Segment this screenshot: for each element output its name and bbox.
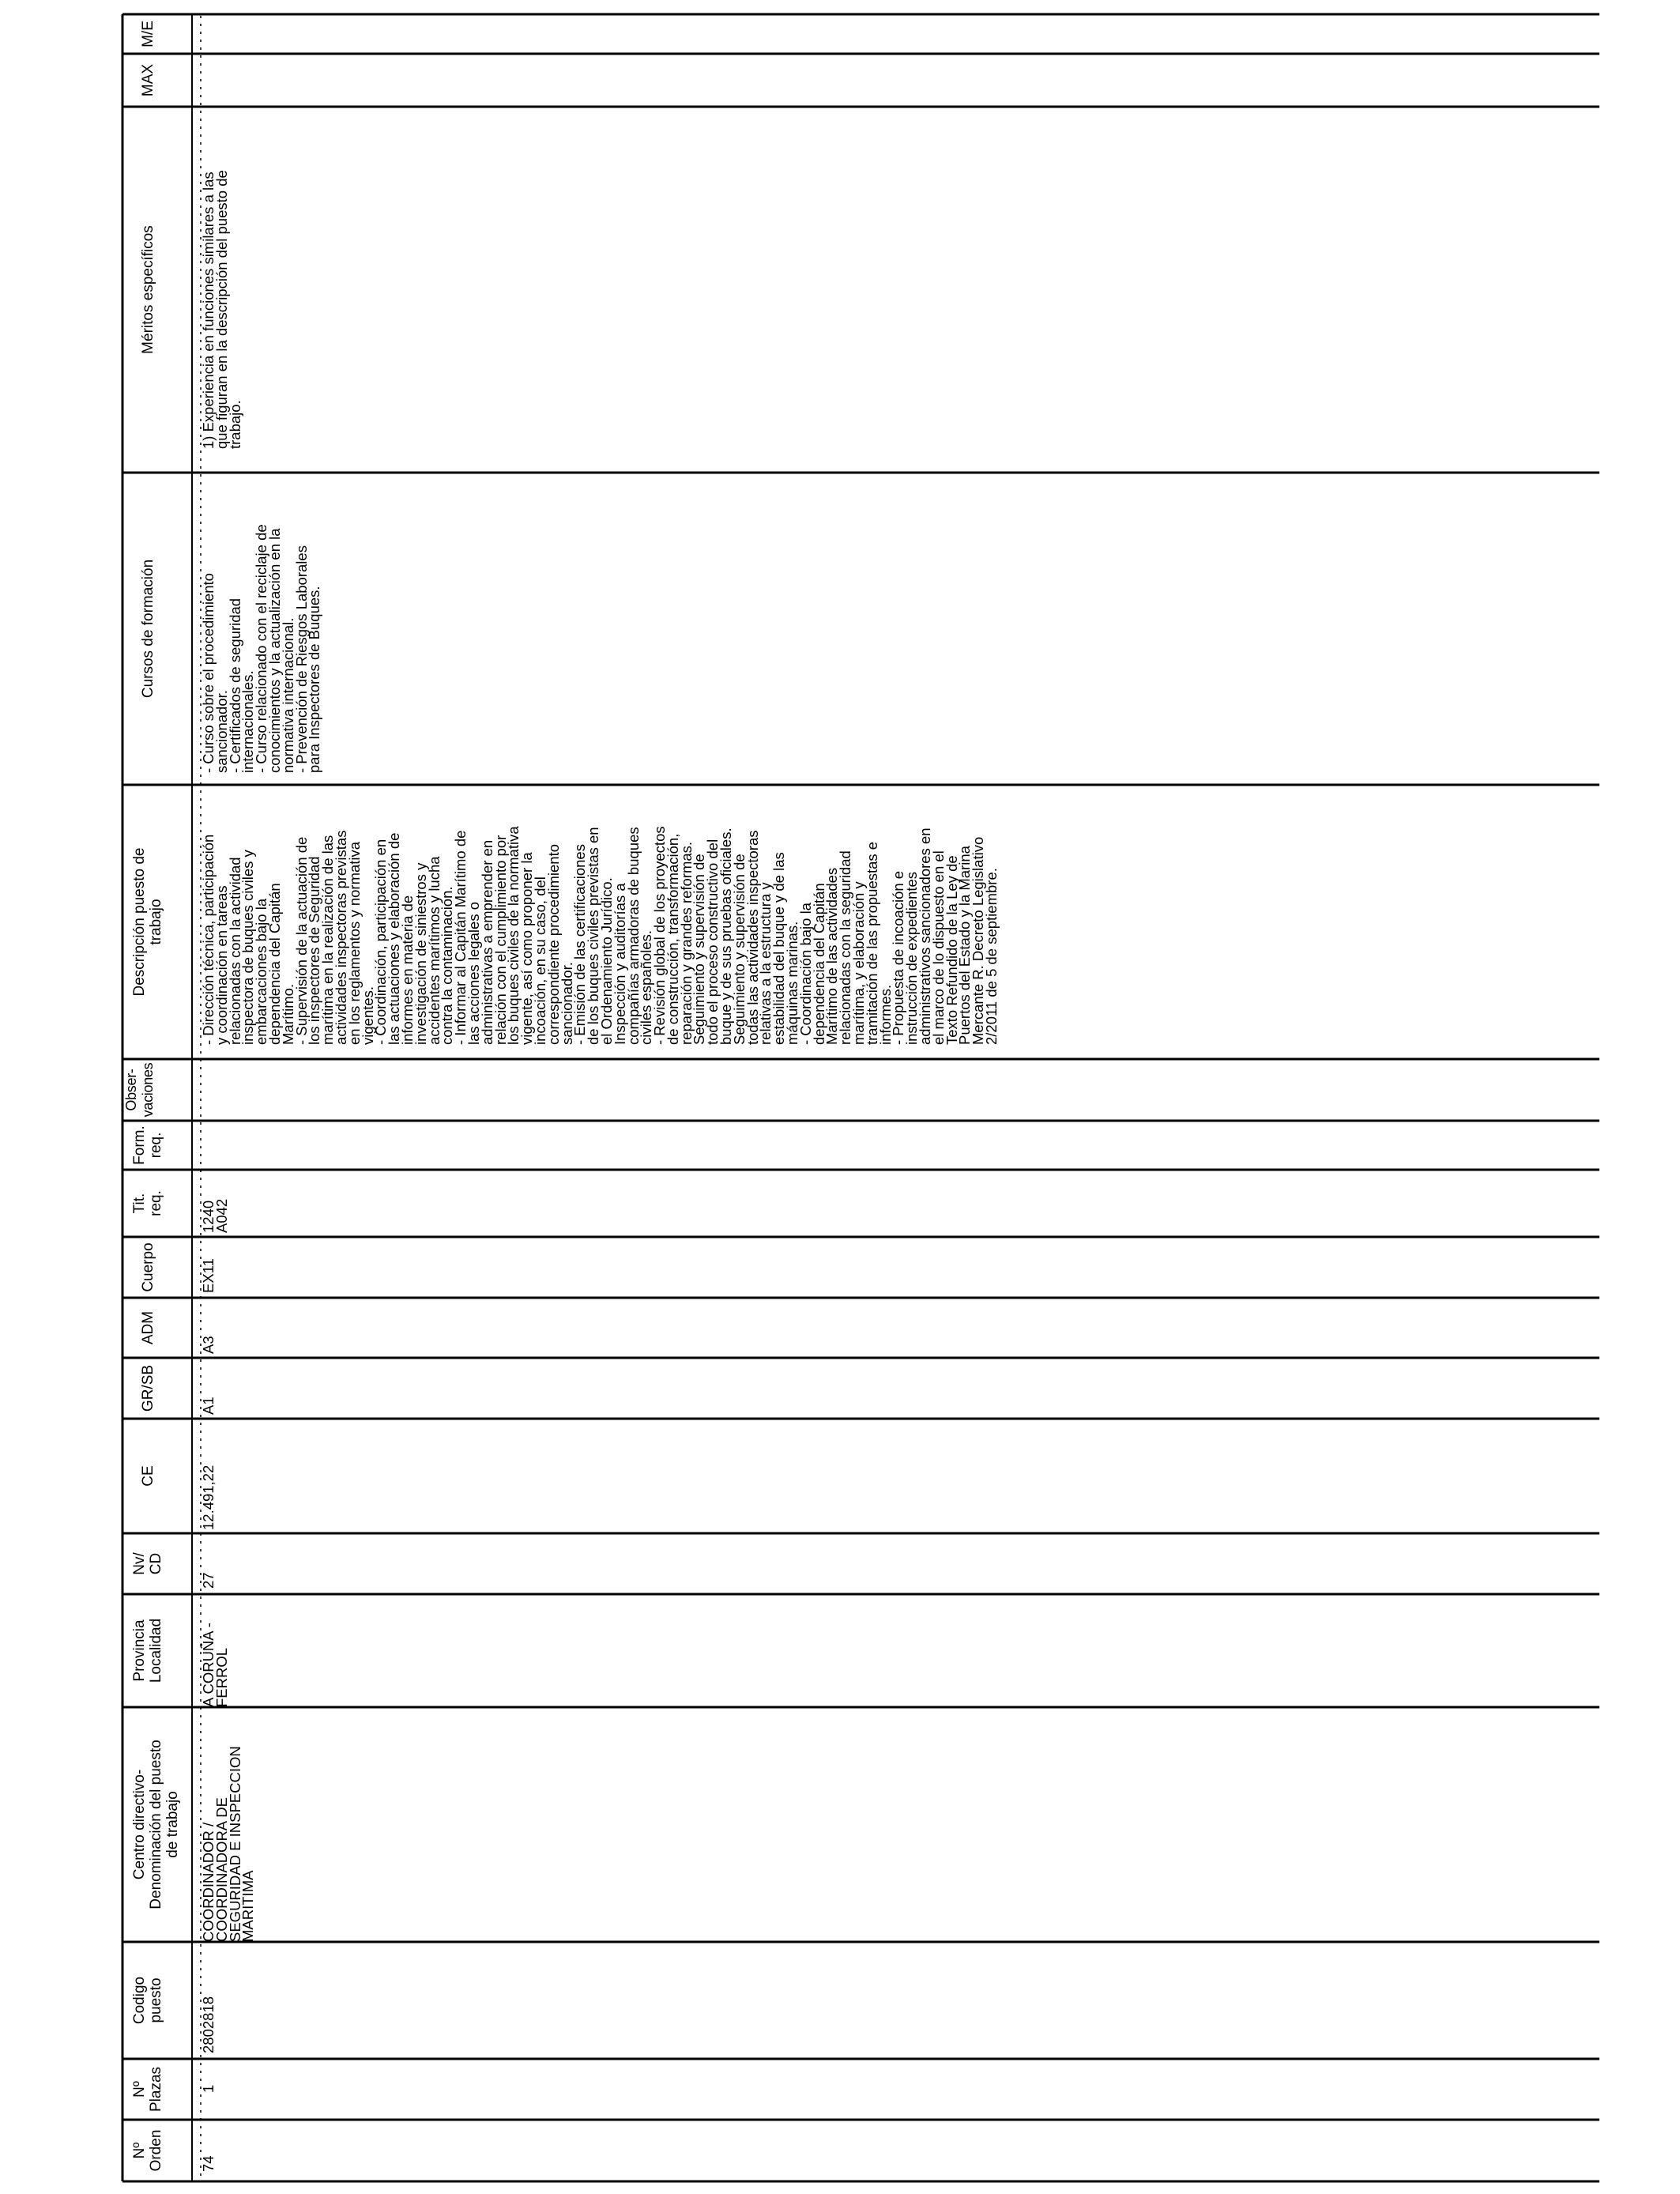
header-meritos: Méritos específicos xyxy=(140,225,156,354)
header-plazas: Nº Plazas xyxy=(131,2066,164,2113)
header-provincia: Provincia Localidad xyxy=(131,1618,164,1683)
cell-cuerpo: EX11 xyxy=(200,1258,217,1293)
cell-codigo: 2802818 xyxy=(200,1996,217,2053)
header-adm: ADM xyxy=(140,1310,156,1345)
header-orden: Nº Orden xyxy=(131,2129,164,2172)
header-descripcion: Descripción puesto de trabajo xyxy=(131,847,164,997)
header-titulacion: Tit. req. xyxy=(131,1190,164,1216)
header-grupo: GR/SB xyxy=(140,1364,156,1412)
header-max: MAX xyxy=(140,63,156,97)
header-observaciones: Obser- vaciones xyxy=(123,1062,156,1118)
header-me: M/E xyxy=(140,21,156,47)
cell-centro: COORDINADOR / COORDINADORA DE SEGURIDAD E INSPECCION MARITIMA xyxy=(200,1746,257,1942)
cell-titulacion: 1240 A042 xyxy=(200,1198,230,1233)
header-nivel: Nv/ CD xyxy=(131,1552,164,1575)
cell-grupo: A1 xyxy=(200,1397,217,1415)
cell-nivel: 27 xyxy=(200,1572,217,1589)
cell-descripcion: - Dirección técnica, participación y coordinación en tareas relacionadas con la actividad inspectora de buques civiles y embarcaciones bajo la dependencia del Capitán Marítimo. - Supervisión de la actuación de los inspectores de Seguridad marítima en la realización de las actividades inspectoras previstas en los reglamentos y normativa vigentes. - Coordinación, participación en las actuaciones y elaboración de informes en materia de investigación de siniestros y accidentes marítimos y lucha contra la contaminación. - Informar al Capitán Marítimo de las acciones legales o administrativas a emprender en relación con el cumplimiento por los buques civiles de la normativa vigente, así como proponer la incoación, en su caso, del correspondiente procedimiento sancionador. - Emisión de las certificaciones de los buques civiles previstas en el Ordenamiento Jurídico. Inspección y auditorías a compañías armadoras de buques civiles españoles. - Revisión global de los proyectos de construcción, transformación, reparación y grandes reformas. Seguimiento y supervisión de todo el proceso constructivo del buque y de sus pruebas oficiales. Seguimiento y supervisión de todas las actividades inspectoras relativas a la estructura y estabilidad del buque y de las máquinas marinas. - Coordinación bajo la dependencia del Capitán Marítimo de las actividades relacionadas con la seguridad marítima, y elaboración y tramitación de las propuestas e informes. - Propuesta de incoación e instrucción de expedientes administrativos sancionadores en el marco de lo dispuesto en el Texto Refundido de la Ley de Puertos del Estado y la Marina Mercante R. Decreto Legislativo 2/2011 de 5 de septiembre. xyxy=(200,826,1000,1045)
cell-adm: A3 xyxy=(200,1336,217,1354)
header-formacion: Form. req. xyxy=(131,1125,164,1165)
cell-provincia: A CORUÑA - FERROL xyxy=(200,1623,230,1707)
cell-orden: 74 xyxy=(200,2155,217,2172)
cell-meritos: 1) Experiencia en funciones similares a las que figuran en la descripción del puesto de trabajo. xyxy=(200,170,243,449)
cell-ce: 12.491,22 xyxy=(200,1465,217,1530)
cell-plazas: 1 xyxy=(200,2084,217,2093)
header-ce: CE xyxy=(140,1465,156,1487)
cell-cursos: - Curso sobre el procedimiento sancionador. - Certificados de seguridad internacionales. - Curso relacionado con el reciclaje de conocimientos y la actualización en la normativa internacional. - Prevención de Riesgos Laborales para Inspectores de Buques. xyxy=(200,524,323,773)
header-codigo: Codigo puesto xyxy=(131,1976,164,2025)
header-centro: Centro directivo- Denominación del puesto de trabajo xyxy=(131,1740,181,1909)
header-cursos: Cursos de formación xyxy=(140,559,156,699)
header-cuerpo: Cuerpo xyxy=(140,1242,156,1292)
